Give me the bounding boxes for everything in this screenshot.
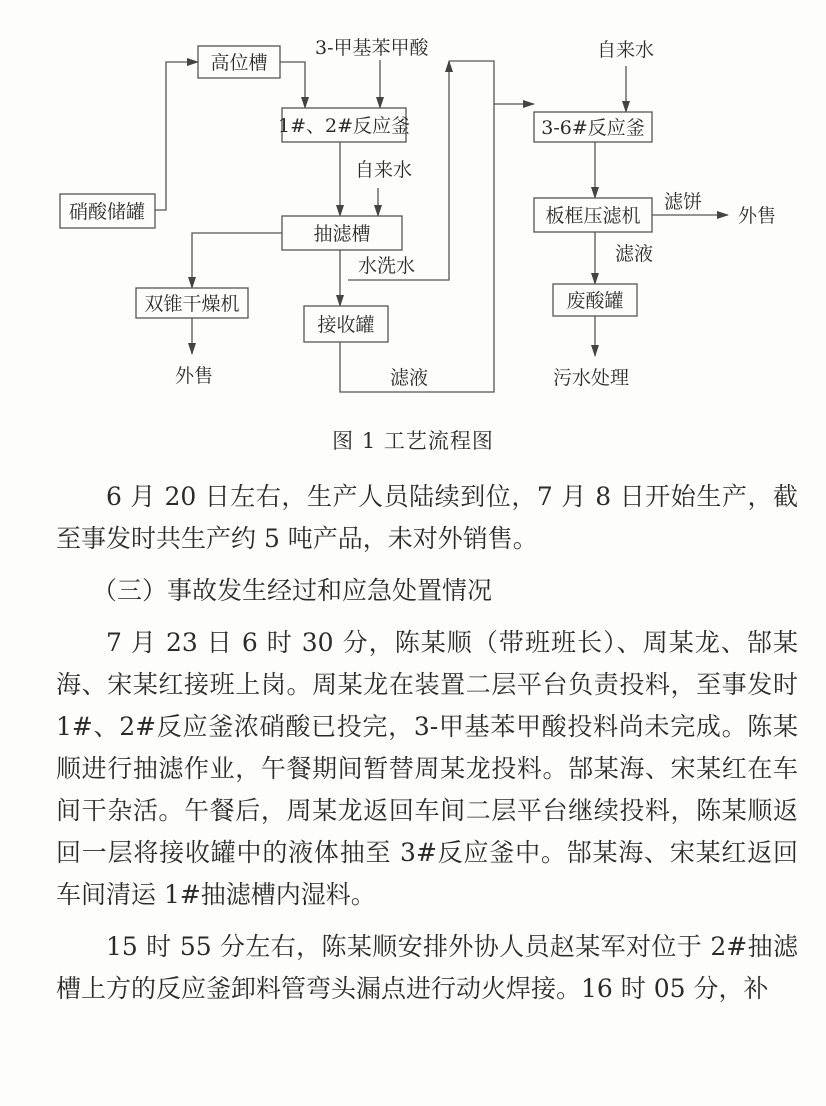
section-heading: （三）事故发生经过和应急处置情况: [92, 576, 493, 605]
figure-caption: 图 1 工艺流程图: [332, 429, 494, 453]
suction-filter-tank-box: [282, 216, 402, 250]
sale-label-2: 外售: [738, 205, 777, 227]
paragraph-incident-process: 7 月 23 日 6 时 30 分，陈某顺（带班班长）、周某龙、郜某海、宋某红接班上岗。周某龙在装置二层平台负责投料，至事发时 1#、2#反应釜浓硝酸已投完，3-甲基苯甲酸投料尚未完成。陈某顺进行抽滤作业，午餐期间暂替周某龙投料。郜某海、宋某红在车间干杂活。午餐后，周某龙返回车间二层平台继续投料，陈某顺返回一层将接收罐中的液体抽至 3#反应釜中。郜某海、宋某红返回车间清运 1#抽滤槽内湿料。: [56, 628, 798, 909]
svg-text:抽滤槽: 抽滤槽: [313, 223, 371, 245]
document-body: [56, 476, 798, 1020]
filtrate-label-2: 滤液: [615, 243, 654, 265]
nitric-acid-tank-box: [60, 194, 155, 228]
high-tank-box: [198, 46, 280, 78]
tap-water-label-1: 自来水: [597, 39, 655, 61]
filter-press-box: [534, 198, 652, 232]
process-flow-diagram: [0, 0, 826, 410]
svg-text:废酸罐: 废酸罐: [566, 290, 624, 312]
sewage-treatment-label: 污水处理: [553, 367, 630, 389]
tap-water-label-2: 自来水: [355, 159, 413, 181]
svg-text:板框压滤机: 板框压滤机: [545, 205, 641, 227]
paragraph-production: 6 月 20 日左右，生产人员陆续到位，7 月 8 日开始生产，截至事发时共生产约 5 吨产品，未对外销售。: [56, 482, 798, 553]
reactor-3-6-box: [534, 112, 652, 142]
methylbenzoic-acid-label: 3-甲基苯甲酸: [315, 37, 429, 59]
double-cone-dryer-box: [136, 288, 248, 318]
svg-text:1#、2#反应釜: 1#、2#反应釜: [277, 115, 411, 137]
waste-acid-tank-box: [553, 284, 637, 316]
paragraph-welding: 15 时 55 分左右，陈某顺安排外协人员赵某军对位于 2#抽滤槽上方的反应釜卸料管弯头漏点进行动火焊接。16 时 05 分，补: [56, 932, 798, 1003]
receiver-tank-box: [304, 306, 388, 342]
sale-label-1: 外售: [175, 365, 214, 387]
svg-text:硝酸储罐: 硝酸储罐: [68, 201, 146, 223]
filter-cake-label: 滤饼: [664, 191, 703, 213]
svg-text:接收罐: 接收罐: [317, 314, 375, 336]
svg-text:高位槽: 高位槽: [210, 52, 268, 74]
svg-text:3-6#反应釜: 3-6#反应釜: [541, 117, 645, 139]
filtrate-label-1: 滤液: [390, 367, 429, 389]
svg-text:双锥干燥机: 双锥干燥机: [144, 293, 240, 315]
wash-water-label: 水洗水: [358, 255, 416, 277]
reactor-1-2-box: [278, 108, 410, 142]
